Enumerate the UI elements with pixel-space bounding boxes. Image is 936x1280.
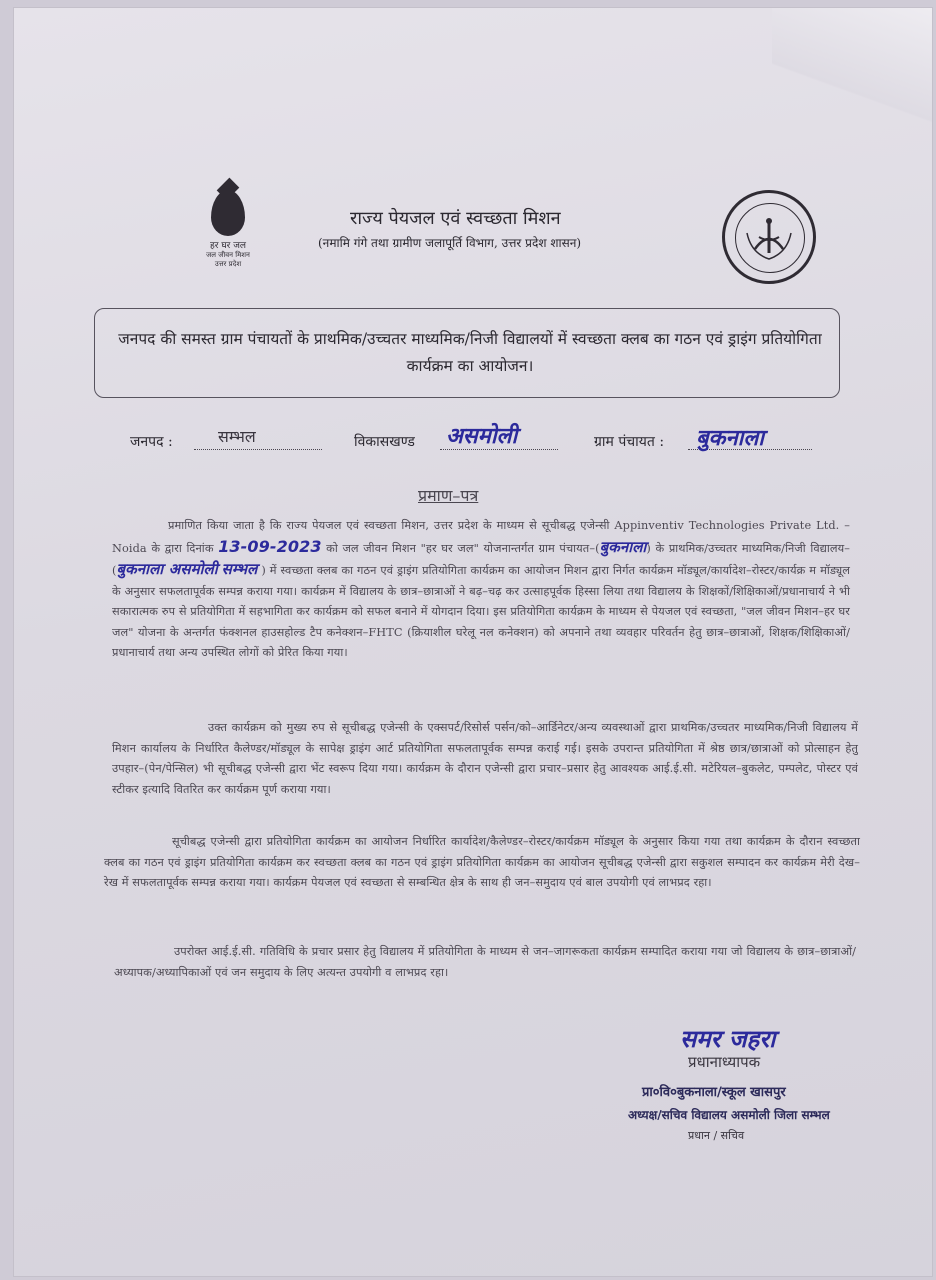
paragraph-district-value: सम्भल <box>221 560 258 578</box>
certificate-title: प्रमाण–पत्र <box>418 486 479 505</box>
school-stamp-line-1: प्रा०वि०बुकनाला/स्कूल खासपुर <box>642 1085 786 1100</box>
janpad-dotted-line <box>194 449 322 450</box>
paragraph-1-intro: प्रमाणित किया जाता है कि राज्य पेयजल एवं स्वच्छता मिशन, उत्तर प्रदेश के माध्यम से सूचीबद्ध एजेन्सी Appinventiv Technologies Private Ltd. – Noida के द्वारा दिनांक <box>112 519 850 555</box>
seal-emblem-icon <box>725 193 813 281</box>
up-govt-seal-icon <box>722 190 816 284</box>
subject-text: जनपद की समस्त ग्राम पंचायतों के प्राथमिक/उच्चतर माध्यमिक/निजी विद्यालयों में स्वच्छता क्लब का गठन एवं ड्राइंग प्रतियोगिता कार्यक्रम का आयोजन। <box>118 330 822 375</box>
paragraph-2: उक्त कार्यक्रम को मुख्य रुप से सूचीबद्ध एजेन्सी के एक्सपर्ट/रिसोर्स पर्सन/को–आर्डिनेटर/अन्य व्यवस्थाओं द्वारा प्राथमिक/उच्चतर माध्यमिक/निजी विद्यालय में मिशन कार्यालय के निर्धारित कैलेण्डर/मॉड्यूल के सापेक्ष ड्राइंग आर्ट प्रतियोगिता सफलतापूर्वक सम्पन्न कराई गई। इसके उपरान्त प्रतियोगिता में श्रेष्ठ छात्र/छात्राओं को प्रोत्साहन हेतु उपहार–(पेन/पेन्सिल) भी सूचीबद्ध एजेन्सी द्वारा भेंट स्वरूप दिया गया। कार्यक्रम के दौरान एजेन्सी द्वारा प्रचार–प्रसार हेतु आवश्यक आई.ई.सी. मटेरियल–बुकलेट, पम्पलेट, पोस्टर एवं स्टीकर इत्यादि वितरित कर कार्यक्रम पूर्ण कराया गया। <box>112 721 858 796</box>
school-stamp-line-3: प्रधान / सचिव <box>688 1129 745 1142</box>
logo-text-3: उत्तर प्रदेश <box>214 260 242 268</box>
mission-title: राज्य पेयजल एवं स्वच्छता मिशन <box>350 208 561 229</box>
paragraph-1-body: ) में स्वच्छता क्लब का गठन एवं ड्राइंग प्रतियोगिता कार्यक्रम का आयोजन मिशन द्वारा निर्गत कार्यक्रम मॉड्यूल/कार्यादेश–रोस्टर/कार्यक्र म मॉड्यूल के अनुसार सफलतापूर्वक सम्पन्न कराया गया। कार्यक्रम में विद्यालय के छात्र–छात्राओं ने बढ़–चढ़ कर उत्साहपूर्वक हिस्सा लिया तथा विद्यालय के शिक्षकों/शिक्षिकाओं/प्रधानाचार्य ने भी सकारात्मक रुप से प्रतियोगिता में सहभागिता कर कार्यक्रम को सफल बनाने में योगदान दिया। इस प्रतियोगिता कार्यक्रम के माध्यम से पेयजल एवं स्वच्छता, "जल जीवन मिशन–हर घर जल" योजना के अन्तर्गत फंक्शनल हाउसहोल्ड टैप कनेक्शन–FHTC (क्रियाशील घरेलू नल कनेक्शन) को अपनाने तथा व्यवहार परिवर्तन हेतु छात्र–छात्राओं, शिक्षक/शिक्षिकाओं/प्रधानाचार्य तथा अन्य उपस्थित लोगों को प्रेरित किया गया। <box>112 564 850 659</box>
paragraph-1-school-label: ) के प्राथमिक/उच्चतर माध्यमिक/निजी विद्यालय–( <box>112 541 850 577</box>
janpad-label: जनपद : <box>130 434 173 450</box>
signature-name: समर जहरा <box>680 1025 776 1053</box>
date-value: 13-09-2023 <box>218 536 322 556</box>
gram-panchayat-label: ग्राम पंचायत : <box>594 434 665 450</box>
block-value: असमोली <box>446 424 518 449</box>
gram-panchayat-value: बुकनाला <box>696 426 764 451</box>
paragraph-gp-value: बुकनाला <box>599 537 647 556</box>
page-fold <box>772 8 932 138</box>
paragraph-1 <box>112 516 850 664</box>
signature-role: प्रधानाध्यापक <box>688 1053 761 1071</box>
water-drop-icon <box>211 190 245 236</box>
school-stamp-line-2: अध्यक्ष/सचिव विद्यालय असमोली जिला सम्भल <box>628 1108 830 1122</box>
paragraph-4: उपरोक्त आई.ई.सी. गतिविधि के प्रचार प्रसार हेतु विद्यालय में प्रतियोगिता के माध्यम से जन–जागरूकता कार्यक्रम सम्पादित कराया गया जो विद्यालय के छात्र–छात्राओं/अध्यापक/अध्यापिकाओं एवं जन समुदाय के लिए अत्यन्त उपयोगी व लाभप्रद रहा। <box>114 945 856 979</box>
logo-text-2: जल जीवन मिशन <box>206 251 250 259</box>
paragraph-school-value: बुकनाला असमोली <box>116 560 218 578</box>
paragraph-3: सूचीबद्ध एजेन्सी द्वारा प्रतियोगिता कार्यक्रम का आयोजन निर्धारित कार्यादेश/कैलेण्डर–रोस्टर/कार्यक्रम मॉड्यूल के अनुसार किया गया तथा कार्यक्रम के दौरान स्वच्छता क्लब का गठन एवं ड्राइंग प्रतियोगिता कार्यक्रम कर स्वच्छता क्लब का गठन एवं ड्राइंग प्रतियोगिता कार्यक्रम का आयोजन सूचीबद्ध एजेन्सी द्वारा सकुशल सम्पादन कर कार्यक्रम मेरी देख–रेख में सफलतापूर्वक सम्पन्न कराया गया। कार्यक्रम पेयजल एवं स्वच्छता से सम्बन्धित क्षेत्र के साथ ही जन–समुदाय एवं बाल उपयोगी एवं लाभप्रद रहा। <box>104 835 860 889</box>
block-label: विकासखण्ड <box>354 434 415 450</box>
paragraph-1-scheme: को जल जीवन मिशन "हर घर जल" योजनान्तर्गत ग्राम पंचायत–( <box>326 541 600 555</box>
har-ghar-jal-logo <box>188 190 268 269</box>
logo-text-1: हर घर जल <box>210 241 246 251</box>
mission-subtitle: (नमामि गंगे तथा ग्रामीण जलापूर्ति विभाग, उत्तर प्रदेश शासन) <box>318 236 582 250</box>
janpad-value: सम्भल <box>218 427 256 446</box>
